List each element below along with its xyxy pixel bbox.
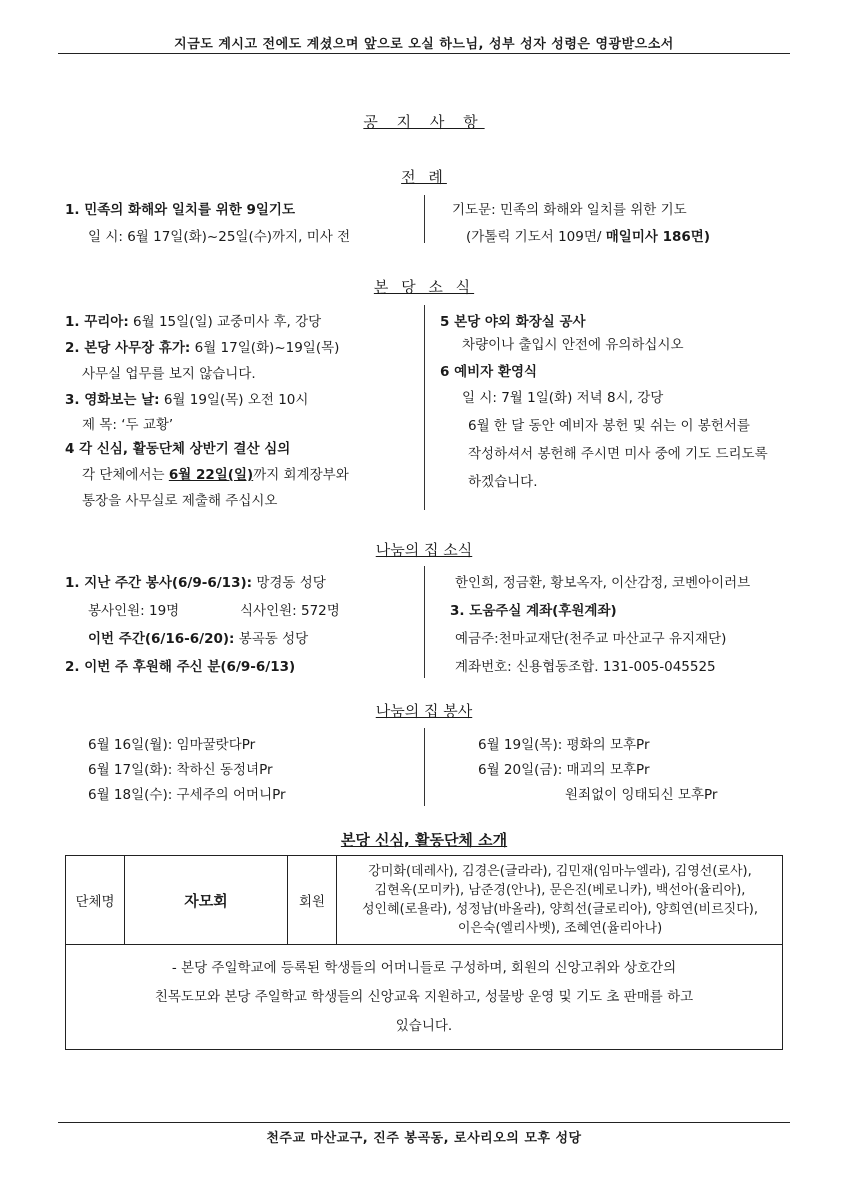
news-item-6-line1: 일 시: 7월 1일(화) 저녁 8시, 강당 <box>462 390 664 406</box>
sharing-item-1-label: 1. 지난 주간 봉사(6/9-6/13): <box>65 575 253 591</box>
prayer-source <box>466 225 710 245</box>
liturgy-title: 전 례 <box>401 168 447 186</box>
news-item-1-text: 6월 15일(일) 교중미사 후, 강당 <box>128 314 322 330</box>
member-list <box>337 856 783 944</box>
service-day-3: 6월 18일(수): 구세주의 어머니Pr <box>88 787 286 803</box>
news-item-4-line2: 통장을 사무실로 제출해 주십시오 <box>82 493 278 509</box>
footer-divider <box>58 1122 790 1123</box>
donor-list: 한인희, 정금환, 황보옥자, 이산감정, 코벤아이러브 <box>455 575 751 591</box>
sharing-item-3: 3. 도움주실 계좌(후원계좌) <box>450 603 617 619</box>
page-header: 지금도 계시고 전에도 계셨으며 앞으로 오실 하느님, 성부 성자 성령은 영광받으소서 <box>174 37 674 52</box>
prayer-source-prefix: (가톨릭 기도서 109면/ <box>466 229 606 245</box>
news-item-2-label: 2. 본당 사무장 휴가: <box>65 340 191 356</box>
liturgy-item1-title: 1. 민족의 화해와 일치를 위한 9일기도 <box>65 202 295 218</box>
group-intro-title: 본당 신심, 활동단체 소개 <box>340 831 508 849</box>
news-item-2-sub: 사무실 업무를 보지 않습니다. <box>82 366 256 382</box>
account-number: 계좌번호: 신용협동조합. 131-005-045525 <box>455 659 716 675</box>
news-item-3-text: 6월 19일(목) 오전 10시 <box>159 392 309 408</box>
service-day-4: 6월 19일(목): 평화의 모후Pr <box>478 737 650 753</box>
member-line: 성인혜(로욜라), 성정남(바올라), 양희선(글로리아), 양희연(비르짓다), <box>361 902 758 917</box>
news-item-6-line4: 하겠습니다. <box>468 474 538 490</box>
sharing-item-1-text: 망경동 성당 <box>252 575 326 591</box>
description-line: 있습니다. <box>395 1017 453 1034</box>
sharing-item-1 <box>65 571 326 591</box>
service-day-1: 6월 16일(월): 임마꿀랏다Pr <box>88 737 256 753</box>
page-footer: 천주교 마산교구, 진주 봉곡동, 로사리오의 모후 성당 <box>266 1131 582 1146</box>
news-item-3-sub: 제 목: ‘두 교황’ <box>82 417 174 433</box>
service-day-5: 6월 20일(금): 매괴의 모후Pr <box>478 762 650 778</box>
news-item-1-label: 1. 꾸리아: <box>65 314 129 330</box>
news-item-4-post: 까지 회계장부와 <box>253 467 349 483</box>
parish-news-title: 본 당 소 식 <box>373 278 475 296</box>
prayer-line: 기도문: 민족의 화해와 일치를 위한 기도 <box>452 202 687 218</box>
member-line: 강미화(데레사), 김경은(글라라), 김민재(임마누엘라), 김영선(로사), <box>368 864 752 879</box>
sharing-service-title: 나눔의 집 봉사 <box>375 702 473 720</box>
news-item-6-line2: 6월 한 달 동안 예비자 봉헌 및 쉬는 이 봉헌서를 <box>468 418 750 434</box>
group-name: 자모회 <box>125 856 288 944</box>
news-item-2 <box>65 336 339 356</box>
sharing-news-title: 나눔의 집 소식 <box>375 541 473 559</box>
volunteer-count: 봉사인원: 19명 <box>88 603 180 619</box>
liturgy-divider <box>424 195 425 243</box>
this-week <box>88 627 308 647</box>
news-item-2-text: 6월 17일(화)~19일(목) <box>190 340 340 356</box>
news-item-5-title: 5 본당 야외 화장실 공사 <box>440 314 586 330</box>
service-day-6: 원죄없이 잉태되신 모후Pr <box>565 787 718 803</box>
news-item-4-title: 4 각 신심, 활동단체 상반기 결산 심의 <box>65 441 291 457</box>
sharing-service-divider <box>424 728 425 806</box>
description-line: - 본당 주일학교에 등록된 학생들의 어머니들로 구성하며, 회원의 신앙고취와 상호간의 <box>171 959 677 976</box>
news-item-3 <box>65 388 308 408</box>
news-item-6-line3: 작성하셔서 봉헌해 주시면 미사 중에 기도 드리도록 <box>468 446 768 462</box>
account-holder: 예금주:천마교재단(천주교 마산교구 유지재단) <box>455 631 727 647</box>
prayer-source-bold: 매일미사 186면) <box>605 229 711 245</box>
this-week-text: 봉곡동 성당 <box>234 631 309 647</box>
news-item-6-title: 6 예비자 환영식 <box>440 364 538 380</box>
meal-count: 식사인원: 572명 <box>240 603 340 619</box>
sharing-news-divider <box>424 566 425 678</box>
sharing-item-2: 2. 이번 주 후원해 주신 분(6/9-6/13) <box>65 659 296 675</box>
news-item-1 <box>65 310 321 330</box>
group-intro-table <box>65 855 783 1050</box>
parish-news-divider <box>424 305 425 510</box>
member-line: 김현옥(모미카), 남준경(안나), 문은진(베로니카), 백선아(율리아), <box>374 883 746 898</box>
group-description <box>66 945 782 1049</box>
description-line: 친목도모와 본당 주일학교 학생들의 신앙교육 지원하고, 성물방 운영 및 기도 초 판매를 하고 <box>154 988 694 1005</box>
news-item-4-date: 6월 22일(일) <box>168 467 254 483</box>
news-item-4-line1 <box>82 463 349 483</box>
news-item-5-text: 차량이나 출입시 안전에 유의하십시오 <box>462 337 684 353</box>
this-week-label: 이번 주간(6/16-6/20): <box>88 631 235 647</box>
header-divider <box>58 53 790 54</box>
liturgy-item1-detail: 일 시: 6월 17일(화)~25일(수)까지, 미사 전 <box>88 229 351 245</box>
col-member-header: 회원 <box>288 856 337 944</box>
news-item-4-pre: 각 단체에서는 <box>82 467 169 483</box>
member-line: 이은숙(엘리사벳), 조혜연(율리아나) <box>457 921 663 936</box>
col-group-header: 단체명 <box>66 856 125 944</box>
page-title: 공 지 사 항 <box>363 113 485 131</box>
service-day-2: 6월 17일(화): 착하신 동정녀Pr <box>88 762 273 778</box>
news-item-3-label: 3. 영화보는 날: <box>65 392 160 408</box>
